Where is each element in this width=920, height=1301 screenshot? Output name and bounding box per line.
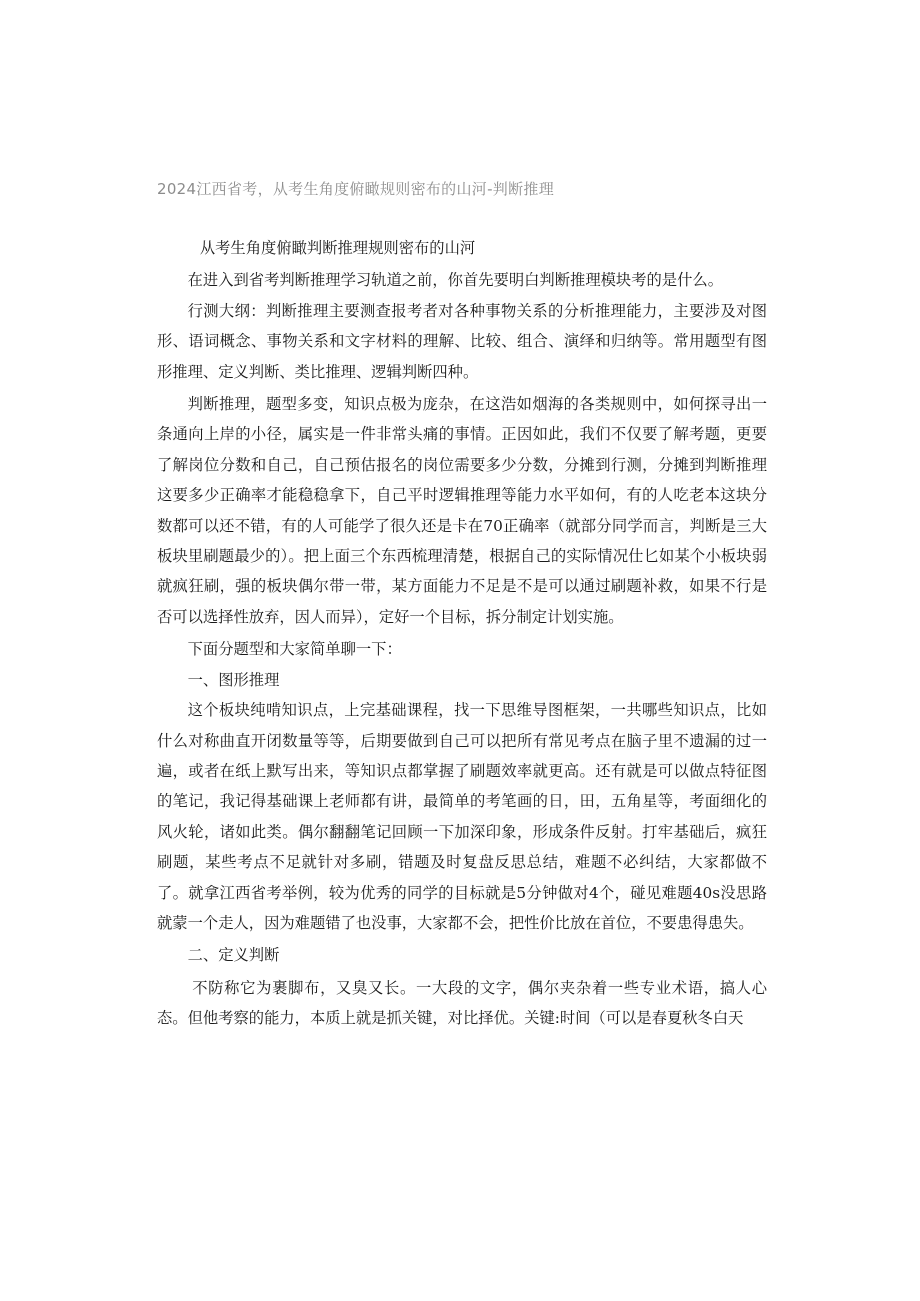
- document-subtitle: 从考生角度俯瞰判断推理规则密布的山河: [199, 239, 476, 257]
- paragraph-transition: 下面分题型和大家简单聊一下：: [187, 640, 402, 659]
- paragraph-definition-judgment: 不防称它为裹脚布，又臭又长。一大段的文字，偶尔夹杂着一些专业术语，搞人心态。但他考察的能力，本质上就是抓关键，对比择优。关键:时间（可以是春夏秋冬白天: [157, 978, 767, 1028]
- paragraph-syllabus: 行测大纲：判断推理主要测查报考者对各种事物关系的分析推理能力，主要涉及对图形、语词概念、事物关系和文字材料的理解、比较、组合、演绎和归纳等。常用题型有图形推理、定义判断、类比推理、逻辑判断四种。: [157, 301, 767, 381]
- document-body: [157, 233, 767, 1034]
- paragraph-intro: 在进入到省考判断推理学习轨道之前，你首先要明白判断推理模块考的是什么。: [187, 271, 723, 290]
- section-heading-graphic-reasoning: 一、图形推理: [187, 670, 280, 689]
- section-heading-definition-judgment: 二、定义判断: [187, 946, 280, 965]
- paragraph-graphic-reasoning: 这个板块纯啃知识点，上完基础课程，找一下思维导图框架，一共哪些知识点，比如什么对称曲直开闭数量等等，后期要做到自己可以把所有常见考点在脑子里不遗漏的过一遍，或者在纸上默写出来，等知识点都掌握了刷题效率就更高。还有就是可以做点特征图的笔记，我记得基础课上老师都有讲，最简单的考笔画的日，田，五角星等，考面细化的风火轮，诸如此类。偶尔翻翻笔记回顾一下加深印象，形成条件反射。打牢基础后，疯狂刷题，某些考点不足就针对多刷，错题及时复盘反思总结，难题不必纠结，大家都做不了。就拿江西省考举例，较为优秀的同学的目标就是5分钟做对4个，碰见难题40s没思路就蒙一个走人，因为难题错了也没事，大家都不会，把性价比放在首位，不要患得患失。: [157, 701, 767, 932]
- document-title: 2024江西省考，从考生角度俯瞰规则密布的山河-判断推理: [157, 180, 554, 198]
- paragraph-overview: 判断推理，题型多变，知识点极为庞杂，在这浩如烟海的各类规则中，如何探寻出一条通向上岸的小径，属实是一件非常头痛的事情。正因如此，我们不仅要了解考题，更要了解岗位分数和自己，自己预估报名的岗位需要多少分数，分摊到行测，分摊到判断推理这要多少正确率才能稳稳拿下，自己平时逻辑推理等能力水平如何，有的人吃老本这块分数都可以还不错，有的人可能学了很久还是卡在70正确率（就部分同学而言，判断是三大板块里刷题最少的）。把上面三个东西梳理清楚，根据自己的实际情况仕匕如某个小板块弱就疯狂刷，强的板块偶尔带一带，某方面能力不足是不是可以通过刷题补救，如果不行是否可以选择性放弃，因人而异），定好一个目标，拆分制定计划实施。: [157, 395, 767, 626]
